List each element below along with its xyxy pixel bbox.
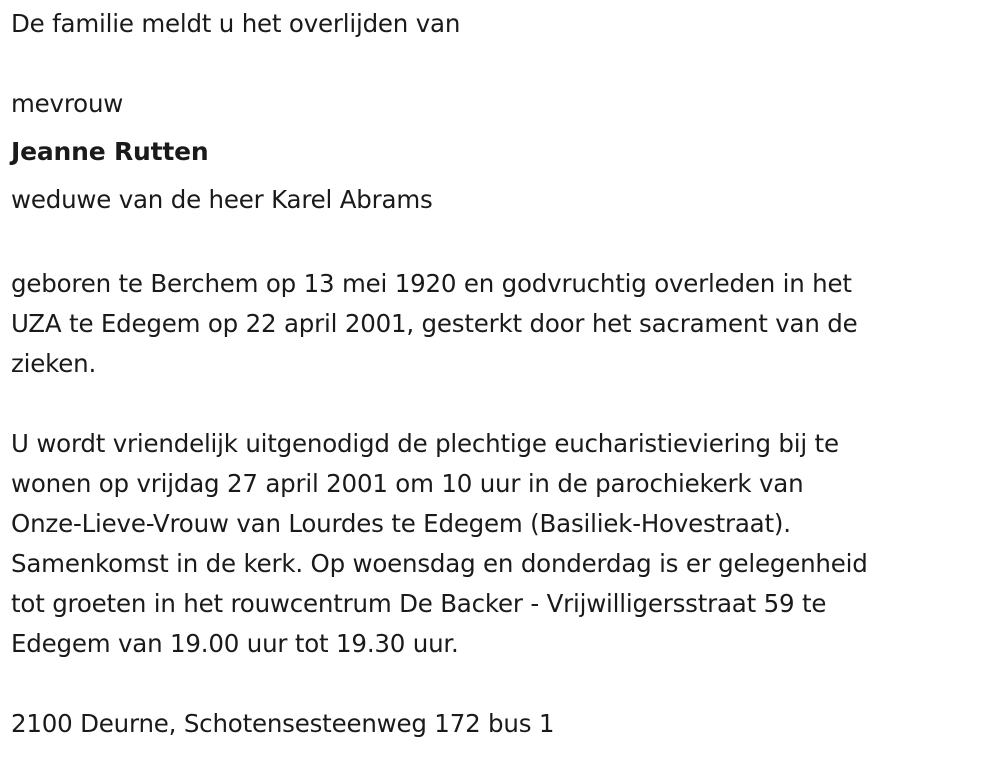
obituary-notice [11,0,986,744]
paragraph-line: UZA te Edegem op 22 april 2001, gesterkt door het sacrament van de [11,309,858,338]
paragraph-line: geboren te Berchem op 13 mei 1920 en godvruchtig overleden in het [11,269,852,298]
birth-death-paragraph [11,264,986,384]
intro-text: De familie meldt u het overlijden van [11,9,461,38]
widow-of: weduwe van de heer Karel Abrams [11,185,433,214]
spacer [11,48,986,80]
deceased-name: Jeanne Rutten [11,137,209,166]
paragraph-line: wonen op vrijdag 27 april 2001 om 10 uur in de parochiekerk van [11,469,804,498]
paragraph-line: tot groeten in het rouwcentrum De Backer - Vrijwilligersstraat 59 te [11,589,827,618]
paragraph-line: zieken. [11,349,97,378]
spacer [11,384,986,424]
address-paragraph [11,704,986,744]
paragraph-line: Onze-Lieve-Vrouw van Lourdes te Edegem (Basiliek-Hovestraat). [11,509,791,538]
spacer [11,664,986,704]
spacer [11,224,986,264]
paragraph-line: U wordt vriendelijk uitgenodigd de plechtige eucharistieviering bij te [11,429,839,458]
service-paragraph [11,424,986,664]
paragraph-line: Samenkomst in de kerk. Op woensdag en donderdag is er gelegenheid [11,549,868,578]
address: 2100 Deurne, Schotensesteenweg 172 bus 1 [11,709,555,738]
paragraph-line: Edegem van 19.00 uur tot 19.30 uur. [11,629,459,658]
salutation: mevrouw [11,89,124,118]
